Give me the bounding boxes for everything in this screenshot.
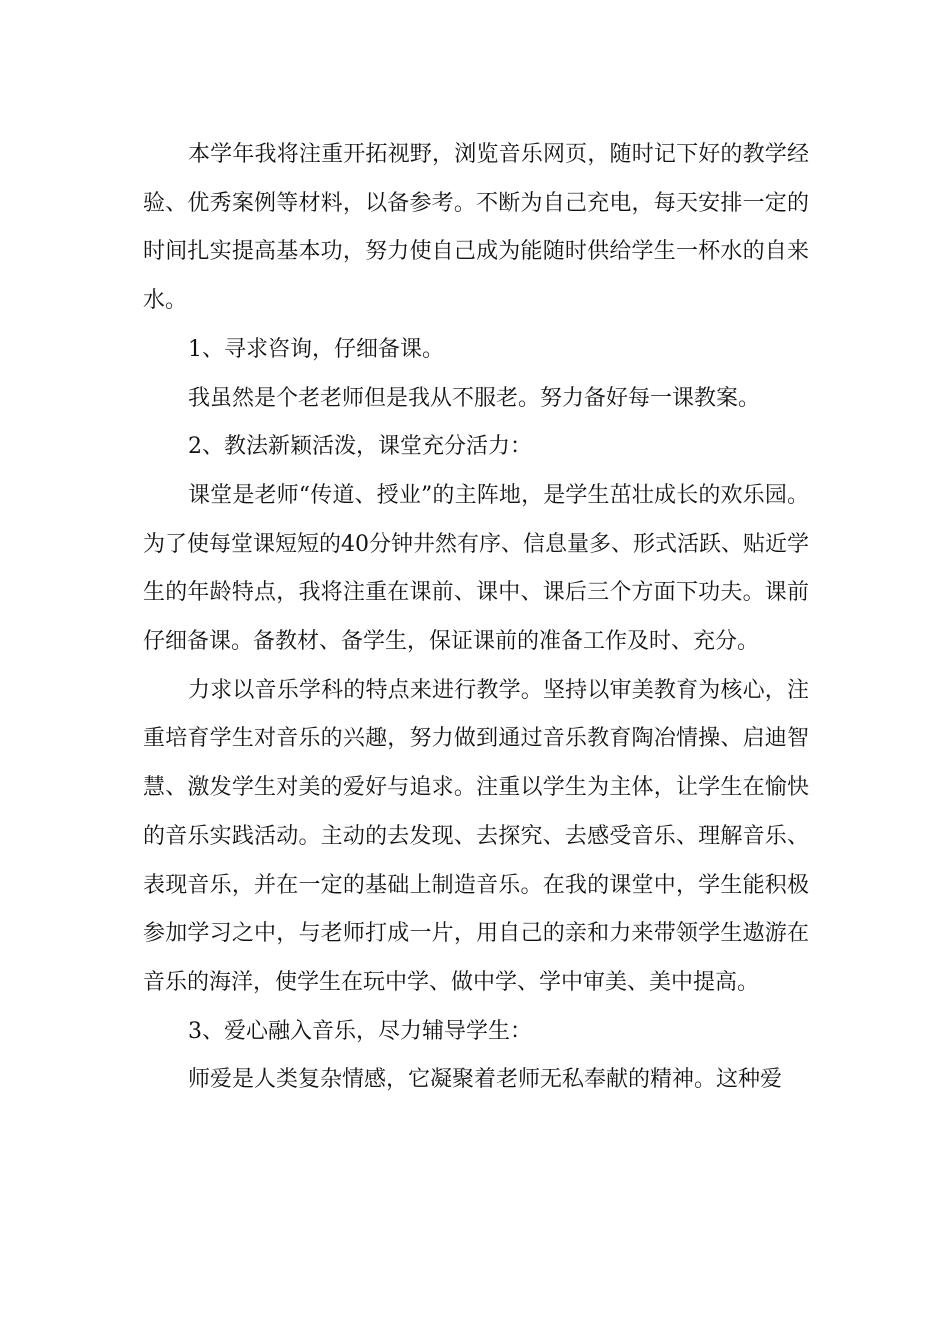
paragraph-broaden-horizons: 本学年我将注重开拓视野，浏览音乐网页，随时记下好的教学经验、优秀案例等材料，以备参考。不断为自己充电，每天安排一定的时间扎实提高基本功，努力使自己成为能随时供给学生一杯水的自来水。 <box>143 142 809 314</box>
paragraph-lesson-plans: 我虽然是个老老师但是我从不服老。努力备好每一课教案。 <box>188 385 761 411</box>
heading-seek-advice: 1、寻求咨询，仔细备课。 <box>188 336 444 362</box>
paragraph-teacher-love: 师爱是人类复杂情感，它凝聚着老师无私奉献的精神。这种爱 <box>188 1067 783 1093</box>
document-body <box>143 131 809 1105</box>
heading-love-music: 3、爱心融入音乐，尽力辅导学生： <box>188 1018 532 1044</box>
paragraph-music-teaching: 力求以音乐学科的特点来进行教学。坚持以审美教育为核心，注重培育学生对音乐的兴趣，努力做到通过音乐教育陶冶情操、启迪智慧、激发学生对美的爱好与追求。注重以学生为主体，让学生在愉快的音乐实践活动。主动的去发现、去探究、去感受音乐、理解音乐、表现音乐，并在一定的基础上制造音乐。在我的课堂中，学生能积极参加学习之中，与老师打成一片，用自己的亲和力来带领学生遨游在音乐的海洋，使学生在玩中学、做中学、学中审美、美中提高。 <box>143 677 809 995</box>
heading-teaching-methods: 2、教法新颖活泼，课堂充分活力： <box>188 434 532 460</box>
paragraph-classroom: 课堂是老师“传道、授业”的主阵地，是学生茁壮成长的欢乐园。为了使每堂课短短的40分钟井然有序、信息量多、形式活跃、贴近学生的年龄特点，我将注重在课前、课中、课后三个方面下功夫。课前仔细备课。备教材、备学生，保证课前的准备工作及时、充分。 <box>143 482 809 655</box>
